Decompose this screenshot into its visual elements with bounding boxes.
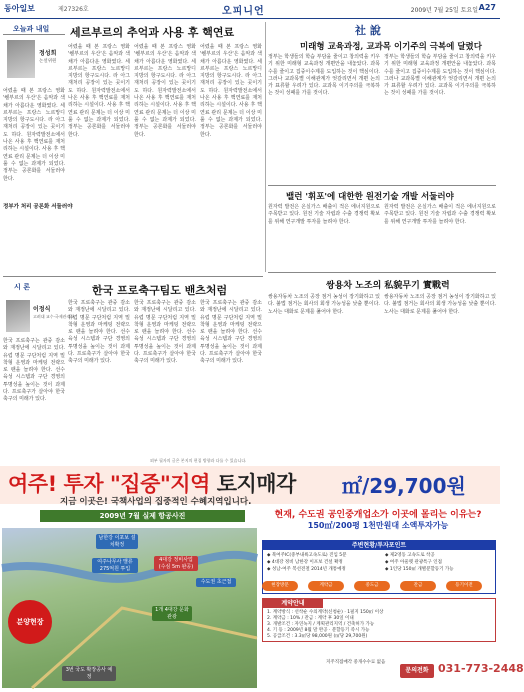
ad-headline bbox=[8, 468, 296, 498]
divider bbox=[268, 272, 496, 273]
author-role: 논설위원 bbox=[39, 59, 57, 64]
step-badge: 중도금 bbox=[354, 581, 390, 591]
contract-title: 계약안내 bbox=[263, 599, 323, 608]
author-photo bbox=[7, 40, 35, 78]
newspaper-name: 동아일보 bbox=[4, 4, 35, 13]
contact-phone[interactable] bbox=[400, 658, 524, 684]
column1-body-4: 어렸을 때 본 프랑스 영화 '쉘부르의 우산'은 음악과 색채가 아름다운 영화였다. 세르부르는 프랑스 노르망디 지방의 항구도시다. 라 아그 재처리 공장이 있는 곳이기도 하다. 원자력발전소에서 나온 사용 후 핵연료를 재처리하는 시설이다. 사용 후 핵연료 관리 문제는 더 이상 미룰 수 없는 과제가 되었다. 정부는 공론화를 서둘러야 한다. bbox=[200, 44, 262, 138]
column1-body-3: 어렸을 때 본 프랑스 영화 '쉘부르의 우산'은 음악과 색채가 아름다운 영화였다. 세르부르는 프랑스 노르망디 지방의 항구도시다. 라 아그 재처리 공장이 있는 곳이기도 하다. 원자력발전소에서 나온 사용 후 핵연료를 재처리하는 시설이다. 사용 후 핵연료 관리 문제는 더 이상 미룰 수 없는 과제가 되었다. 정부는 공론화를 서둘러야 한다. bbox=[134, 44, 196, 138]
phone-label: 문의전화 bbox=[400, 664, 434, 678]
section-title: 오피니언 bbox=[222, 6, 265, 17]
page-number: A27 bbox=[478, 3, 496, 12]
ad-callout bbox=[260, 505, 496, 535]
map-tag: 남한강 이포보 설치확정 bbox=[96, 534, 138, 549]
divider bbox=[3, 34, 65, 35]
author-photo bbox=[6, 300, 30, 332]
step-badge: 잔금 bbox=[400, 581, 436, 591]
column1-subhead: 정부가 처리 공론화 서둘러야 bbox=[3, 204, 73, 210]
issue-number: 제27326호 bbox=[58, 6, 89, 13]
site-marker: 분양현장 bbox=[8, 600, 52, 644]
column2-headline: 한국 프로축구팀도 밴츠처럼 bbox=[92, 284, 228, 297]
phone-number[interactable]: 031-773-2448 bbox=[438, 662, 524, 675]
contract-item: 4. 기 등 : 2009년 8월 말 완공 · 분할등기 즉시 가능 bbox=[267, 628, 370, 633]
column2-label: 시 론 bbox=[14, 283, 30, 291]
column-divider bbox=[265, 22, 266, 272]
feature-item: ◆ 북여주IC(중부내륙고속도로) 진입 5분 bbox=[267, 553, 347, 558]
agent-note: 지주직접매각 중개수수료 없음 bbox=[326, 660, 386, 665]
column1-body-2: 어렸을 때 본 프랑스 영화 '쉘부르의 우산'은 음악과 색채가 아름다운 영화였다. 세르부르는 프랑스 노르망디 지방의 항구도시다. 라 아그 재처리 공장이 있는 곳이기도 하다. 원자력발전소에서 나온 사용 후 핵연료를 재처리하는 시설이다. 사용 후 핵연료 관리 문제는 더 이상 미룰 수 없는 과제가 되었다. 정부는 공론화를 서둘러야 한다. bbox=[68, 44, 130, 138]
editorial-label: 社 說 bbox=[355, 24, 381, 37]
editorial-body-2b: 원자력 발전은 온실가스 배출이 적은 에너지원으로 주목받고 있다. 원전 기술 자립과 수출 경쟁력 확보를 위해 연구개발 투자를 늘려야 한다. bbox=[384, 204, 496, 225]
editorial-headline-1: 미래형 교육과정, 교과목 이기주의 극복에 달렸다 bbox=[300, 42, 482, 52]
editorial-body-1b: 정부는 학생들의 학습 부담을 줄이고 창의력을 키우기 위한 미래형 교육과정 개편안을 내놓았다. 과목 수를 줄이고 집중이수제를 도입하는 것이 핵심이다. 그러나 교과목별 이해관계가 엇갈리면서 개편 논의가 표류할 우려가 있다. 교과목 이기주의를 극복하는 것이 성패를 가를 것이다. bbox=[384, 54, 496, 97]
divider bbox=[268, 185, 496, 186]
contract-item: 5. 공급조건 : 3.3㎡당 98,000원 (㎡당 29,700원) bbox=[267, 634, 368, 639]
feature-item: ◆ 성남-여주 복선전철 2014년 개통예정 bbox=[267, 567, 346, 572]
contract-box bbox=[262, 598, 496, 642]
ad-headline-red: 여주! 투자 "집중"지역 bbox=[8, 472, 217, 496]
editorial-body-3b: 쌍용자동차 노조의 공장 점거 농성이 장기화하고 있다. 불법 점거는 회사의 회생 가능성을 낮출 뿐이다. 노사는 대화로 문제를 풀어야 한다. bbox=[384, 294, 496, 315]
column1-headline: 세르부르의 추억과 사용 후 핵연료 bbox=[70, 26, 235, 39]
feature-item: ◆ 4대강 정비 남한강 이포보 건설 확정 bbox=[267, 560, 343, 565]
contract-item: 1. 계약방식 : 선착순 수의계약(신청순) · 1필지 150㎡ 이상 bbox=[267, 610, 384, 615]
feature-item: ◆ 제2영동 고속도로 착공 bbox=[385, 553, 435, 558]
ad-headline-black: 토지매각 bbox=[216, 472, 296, 496]
ad-callout-sub: 150㎡/200평 1천만원대 소액투자가능 bbox=[307, 521, 449, 530]
editorial-body-3: 쌍용자동차 노조의 공장 점거 농성이 장기화하고 있다. 불법 점거는 회사의 회생 가능성을 낮출 뿐이다. 노사는 대화로 문제를 풀어야 한다. bbox=[268, 294, 380, 315]
ad-date-bar: 2009년 7월 실제 항공사진 bbox=[40, 510, 245, 522]
column2-body-2: 한국 프로축구는 관중 감소와 재정난에 시달리고 있다. 유럽 명문 구단처럼 지역 밀착형 운영과 마케팅 전략으로 팬을 늘려야 한다. 선수 육성 시스템과 구단 경영의 투명성을 높이는 것이 과제다. 프로축구가 살아야 한국 축구의 미래가 있다. bbox=[68, 300, 130, 365]
feature-item: ◆ 1인당 150㎡ 개별분할등기 가능 bbox=[385, 567, 454, 572]
contract-item: 3. 개발조건 : 자연녹지 / 계획관리지역 / 건축허가 가능 bbox=[267, 622, 375, 627]
column-label: 오늘과 내일 bbox=[13, 25, 50, 33]
contract-item: 2. 계약금 : 10% / 잔금 : 계약 후 30일 이내 bbox=[267, 616, 354, 621]
column2-body-4: 한국 프로축구는 관중 감소와 재정난에 시달리고 있다. 유럽 명문 구단처럼 지역 밀착형 운영과 마케팅 전략으로 팬을 늘려야 한다. 선수 육성 시스템과 구단 경영의 투명성을 높이는 것이 과제다. 프로축구가 살아야 한국 축구의 미래가 있다. bbox=[200, 300, 262, 365]
editorial-body-2: 원자력 발전은 온실가스 배출이 적은 에너지원으로 주목받고 있다. 원전 기술 자립과 수출 경쟁력 확보를 위해 연구개발 투자를 늘려야 한다. bbox=[268, 204, 380, 225]
step-badge: 계약금 bbox=[308, 581, 344, 591]
issue-date: 2009년 7월 25일 토요일 bbox=[410, 7, 478, 14]
map-tag: 4대강 정비사업 (수심 5m 완공) bbox=[154, 556, 198, 571]
divider bbox=[3, 276, 263, 277]
author-name: 이정식 bbox=[33, 306, 51, 313]
page-header bbox=[0, 0, 500, 19]
editorial-headline-3: 쌍용차 노조의 私貌무기 實戰력 bbox=[326, 281, 450, 291]
feature-item: ◆ 여주 아울렛 관광특구 인접 bbox=[385, 560, 442, 565]
map-tag: 3번 국도 확장공사 예정 bbox=[62, 666, 116, 681]
column2-footnote: 외부 필자의 글은 본지의 편집 방향과 다를 수 있습니다. bbox=[150, 458, 247, 463]
step-badge: 현장방문 bbox=[262, 581, 298, 591]
ad-price: ㎡/29,700원 bbox=[342, 474, 466, 498]
column2-body: 한국 프로축구는 관중 감소와 재정난에 시달리고 있다. 유럽 명문 구단처럼 지역 밀착형 운영과 마케팅 전략으로 팬을 늘려야 한다. 선수 육성 시스템과 구단 경영의 투명성을 높이는 것이 과제다. 프로축구가 살아야 한국 축구의 미래가 있다. bbox=[3, 338, 65, 403]
column2-body-3: 한국 프로축구는 관중 감소와 재정난에 시달리고 있다. 유럽 명문 구단처럼 지역 밀착형 운영과 마케팅 전략으로 팬을 늘려야 한다. 선수 육성 시스템과 구단 경영의 투명성을 높이는 것이 과제다. 프로축구가 살아야 한국 축구의 미래가 있다. bbox=[134, 300, 196, 365]
ad-subheadline: 지금 이곳은! 국책사업의 집중적인 수혜지역입니다. bbox=[60, 497, 252, 507]
editorial-body-1: 정부는 학생들의 학습 부담을 줄이고 창의력을 키우기 위한 미래형 교육과정 개편안을 내놓았다. 과목 수를 줄이고 집중이수제를 도입하는 것이 핵심이다. 그러나 교과목별 이해관계가 엇갈리면서 개편 논의가 표류할 우려가 있다. 교과목 이기주의를 극복하는 것이 성패를 가를 것이다. bbox=[268, 54, 380, 97]
ad-callout-main: 현재, 수도권 공인중개업소가 이곳에 몰리는 이유는? bbox=[274, 510, 482, 520]
step-badge: 등기이전 bbox=[446, 581, 482, 591]
column1-body: 어렸을 때 본 프랑스 영화 '쉘부르의 우산'은 음악과 색채가 아름다운 영화였다. 세르부르는 프랑스 노르망디 지방의 항구도시다. 라 아그 재처리 공장이 있는 곳이기도 하다. 원자력발전소에서 나온 사용 후 핵연료를 재처리하는 시설이다. 사용 후 핵연료 관리 문제는 더 이상 미룰 수 없는 과제가 되었다. 정부는 공론화를 서둘러야 한다. bbox=[3, 88, 65, 182]
editorial-headline-2: 밸런 '휘포'에 대한한 원전기술 개발 서둘러야 bbox=[286, 192, 454, 202]
author-role: 고려대 교수·국제관계학 bbox=[33, 314, 75, 319]
map-tag: 여주나무사 밸류 275억원 투입 bbox=[92, 558, 138, 573]
aerial-map bbox=[2, 528, 257, 688]
author-name: 정성희 bbox=[39, 50, 57, 57]
features-title: 주변현황/투자포인트 bbox=[263, 541, 495, 550]
map-tag: 수도권 초근접 bbox=[196, 578, 236, 587]
map-tag: 1개 4대강 문화관광 bbox=[152, 606, 192, 621]
